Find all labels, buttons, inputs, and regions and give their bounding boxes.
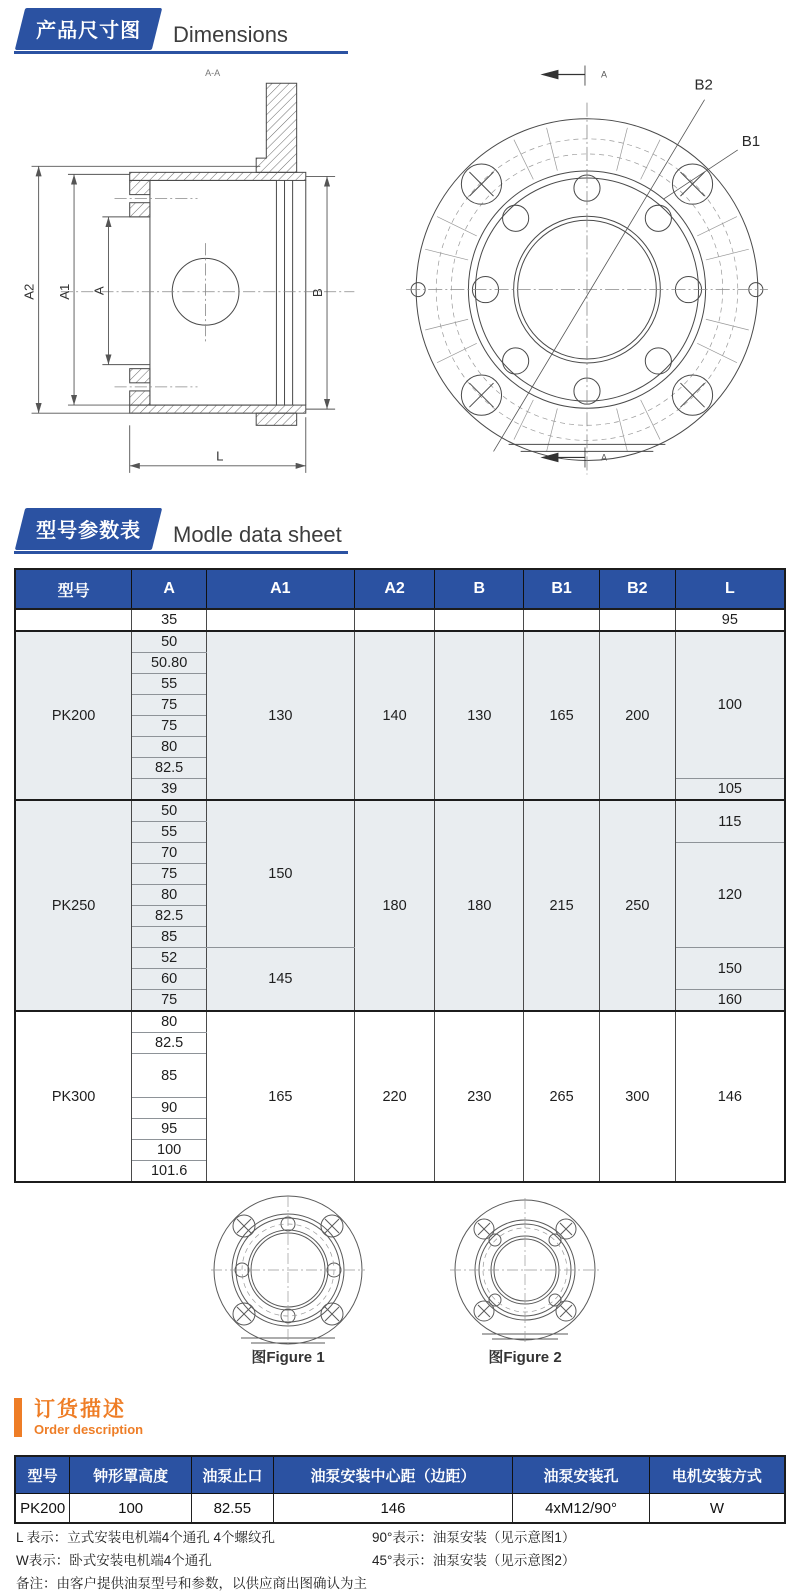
figure2-label: 图Figure 2 [488, 1349, 562, 1366]
model-table-column-header: B1 [524, 569, 600, 609]
model-table-cell: 215 [524, 800, 600, 1011]
model-table-cell: 100 [675, 631, 785, 779]
model-table-cell: 85 [132, 927, 207, 948]
dim-label-a2: A2 [21, 283, 37, 300]
order-title-zh: 订货描述 [34, 1398, 126, 1421]
model-table-cell: 265 [524, 1011, 600, 1182]
model-table-cell: PK300 [15, 1011, 132, 1182]
model-table-cell: 105 [675, 779, 785, 801]
order-table-cell: 100 [70, 1494, 192, 1524]
section-title-en: Dimensions [173, 22, 288, 47]
order-table-column-header: 钟形罩高度 [70, 1456, 192, 1494]
model-table-cell: 250 [599, 800, 675, 1011]
model-table-cell [354, 609, 435, 631]
model-table-cell: 52 [132, 948, 207, 969]
model-table-column-header: 型号 [15, 569, 132, 609]
section-title-en: Modle data sheet [173, 522, 342, 547]
order-table-column-header: 油泵安装中心距（边距） [273, 1456, 512, 1494]
model-table-cell: 80 [132, 885, 207, 906]
figure1-label: 图Figure 1 [251, 1349, 325, 1366]
model-table-cell: 75 [132, 990, 207, 1012]
order-table-header-row [15, 1456, 785, 1494]
model-table-cell: 95 [132, 1119, 207, 1140]
model-table-cell: 75 [132, 695, 207, 716]
model-table-column-header: A2 [354, 569, 435, 609]
model-table-cell: 75 [132, 864, 207, 885]
footnote-w: W表示：卧式安装电机端4个通孔 [16, 1553, 212, 1568]
section-arrow-label-top: A [601, 69, 608, 80]
order-title-en: Order description [34, 1422, 144, 1438]
section-title-zh: 型号参数表 [36, 520, 142, 542]
footnote-l: L 表示：立式安装电机端4个通孔 4个螺纹孔 [16, 1530, 276, 1545]
order-table [14, 1455, 786, 1524]
model-table-cell: PK250 [15, 800, 132, 1011]
model-table-cell: 85 [132, 1054, 207, 1098]
model-table-cell: 180 [354, 800, 435, 1011]
model-table-cell: 55 [132, 822, 207, 843]
model-table-cell [207, 609, 355, 631]
model-table-cell: 55 [132, 674, 207, 695]
model-table-cell: 80 [132, 1011, 207, 1033]
model-table-cell: 82.5 [132, 906, 207, 927]
model-table-cell: PK200 [15, 631, 132, 800]
model-table-cell: 35 [132, 609, 207, 631]
model-table-cell: 150 [207, 800, 355, 948]
model-table-cell: 145 [207, 948, 355, 1012]
model-table-row [15, 631, 785, 653]
model-table-cell: 165 [524, 631, 600, 800]
section-badge [15, 8, 162, 50]
section-header-order [14, 1398, 143, 1437]
dim-label-a1: A1 [56, 283, 72, 300]
model-table-cell: 50 [132, 800, 207, 822]
model-table-cell: 95 [675, 609, 785, 631]
model-table-cell: 130 [435, 631, 524, 800]
label-b2: B2 [694, 76, 713, 94]
dim-label-b: B [309, 288, 325, 298]
front-view-drawing [388, 56, 790, 481]
footnote-remark: 备注：由客户提供油泵型号和参数，以供应商出图确认为主 [16, 1576, 367, 1591]
order-table-cell: 146 [273, 1494, 512, 1524]
section-header-dimensions [14, 8, 348, 54]
model-table-cell: 140 [354, 631, 435, 800]
footnotes-right [372, 1526, 575, 1572]
model-table-cell: 180 [435, 800, 524, 1011]
model-table-cell: 220 [354, 1011, 435, 1182]
dim-label-a: A [91, 286, 107, 296]
order-table-cell: PK200 [15, 1494, 70, 1524]
model-table-cell: 120 [675, 843, 785, 948]
model-table-cell: 150 [675, 948, 785, 990]
section-arrow-label-bottom: A [601, 452, 608, 463]
order-table-column-header: 电机安装方式 [649, 1456, 785, 1494]
model-table-column-header: B2 [599, 569, 675, 609]
model-table-column-header: A1 [207, 569, 355, 609]
model-table-cell: 50.80 [132, 653, 207, 674]
figure2-drawing [440, 1192, 610, 1352]
model-table-row [15, 609, 785, 631]
model-table-cell: 200 [599, 631, 675, 800]
footnote-45: 45°表示：油泵安装（见示意图2） [372, 1553, 576, 1568]
order-table-cell: W [649, 1494, 785, 1524]
model-table-cell: 90 [132, 1098, 207, 1119]
model-table-cell: 80 [132, 737, 207, 758]
model-table-cell: 82.5 [132, 1033, 207, 1054]
label-b1: B1 [741, 132, 761, 150]
model-table-cell: 230 [435, 1011, 524, 1182]
model-table-cell: 70 [132, 843, 207, 864]
model-table-cell: 82.5 [132, 758, 207, 779]
model-table-cell [15, 609, 132, 631]
section-title-zh: 产品尺寸图 [36, 20, 142, 42]
footnotes-left [16, 1526, 367, 1595]
model-table-column-header: A [132, 569, 207, 609]
section-header-datasheet [14, 508, 348, 554]
model-table-cell [524, 609, 600, 631]
order-table-cell: 4xM12/90° [513, 1494, 650, 1524]
model-table-cell: 160 [675, 990, 785, 1012]
model-table-row [15, 1011, 785, 1033]
side-view-drawing [5, 58, 390, 483]
model-data-table [14, 568, 786, 1183]
figure1-drawing [203, 1192, 373, 1352]
section-badge [15, 508, 162, 550]
order-table-cell: 82.55 [191, 1494, 273, 1524]
model-table-cell: 165 [207, 1011, 355, 1182]
model-table-cell [435, 609, 524, 631]
section-mark-label: A-A [205, 68, 221, 79]
model-table-cell: 39 [132, 779, 207, 801]
order-table-column-header: 油泵安装孔 [513, 1456, 650, 1494]
model-table-cell: 115 [675, 800, 785, 843]
model-table-cell: 146 [675, 1011, 785, 1182]
model-table-cell: 300 [599, 1011, 675, 1182]
order-table-data-row [15, 1494, 785, 1524]
model-table-cell: 60 [132, 969, 207, 990]
model-table-column-header: B [435, 569, 524, 609]
model-table-cell: 100 [132, 1140, 207, 1161]
model-table-cell: 101.6 [132, 1161, 207, 1183]
model-table-cell: 50 [132, 631, 207, 653]
order-table-column-header: 油泵止口 [191, 1456, 273, 1494]
model-table-cell [599, 609, 675, 631]
order-table-column-header: 型号 [15, 1456, 70, 1494]
model-table-row [15, 800, 785, 822]
model-table-cell: 130 [207, 631, 355, 800]
dim-label-l: L [216, 448, 224, 464]
footnote-90: 90°表示：油泵安装（见示意图1） [372, 1530, 576, 1545]
model-table-cell: 75 [132, 716, 207, 737]
model-table-header-row [15, 569, 785, 609]
model-table-column-header: L [675, 569, 785, 609]
